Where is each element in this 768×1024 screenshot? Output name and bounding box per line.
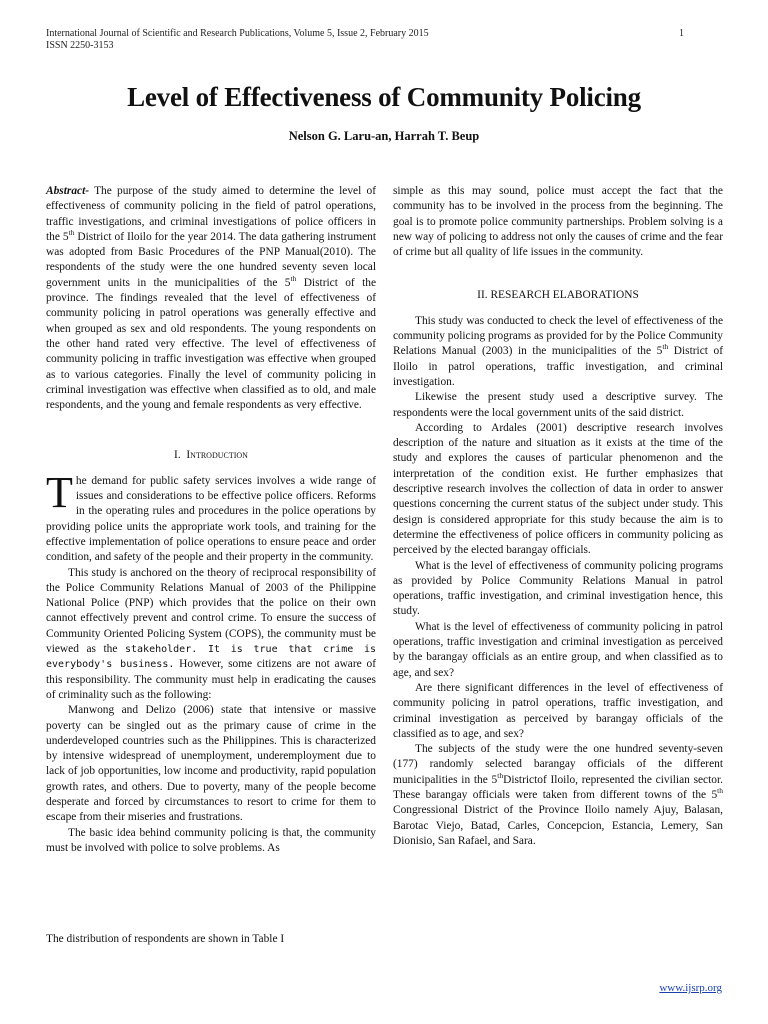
research-text-7a: The subjects of the study were the one hundred seventy-seven (177) randomly selected barangay officials of the different municipalities in the 5 [393, 743, 723, 786]
right-column [393, 184, 723, 849]
intro-paragraph-2 [46, 566, 376, 704]
research-paragraph-4: What is the level of effectiveness of community policing programs as provided by Police Community Relations Manual in patrol operations, traffic investigation, and criminal investigation hence, this study. [393, 559, 723, 618]
abstract-paragraph [46, 184, 376, 413]
superscript: th [662, 342, 669, 352]
abstract-label: Abstract- [46, 185, 90, 197]
paper-title: Level of Effectiveness of Community Policing [127, 82, 641, 112]
research-text-7c: Congressional District of the Province Iloilo namely Ajuy, Balasan, Barotac Viejo, Batad, Carles, Concepcion, Estancia, Lemery, San Dionisio, San Rafael, and Sara. [393, 804, 723, 847]
issn-line: ISSN 2250-3153 [46, 40, 114, 51]
intro-text-mono: stakeholder. It is true that crime is everybody's business. [46, 644, 377, 671]
author-list: Nelson G. Laru-an, Harrah T. Beup [288, 129, 480, 143]
research-paragraph-5: What is the level of effectiveness of community policing in patrol operations, traffic investigation and criminal investigation as perceived by the barangay officials as an entire group, and when classified as to age, and sex? [393, 620, 723, 679]
left-column [46, 184, 376, 856]
journal-header: International Journal of Scientific and Research Publications, Volume 5, Issue 2, February 2015 [46, 28, 429, 39]
table-reference-note: The distribution of respondents are shown in Table I [46, 933, 285, 945]
superscript: th [68, 228, 75, 238]
section-title: Introduction [186, 449, 248, 462]
journal-url-link[interactable]: www.ijsrp.org [659, 982, 722, 994]
abstract-text-3: District of the province. The findings revealed that the level of effectiveness of community policing in patrol operations was generally effective and when grouped as sex and old respondents. The young respondents on the other hand rated very effective. The level of effectiveness of community policing in traffic investigation was effective when grouped as to various categories. Finally the level of community policing in criminal investigation was effective when classified as to old, and male respondents, and the young and female respondents as very effective. [46, 276, 376, 412]
section-heading-research: II. RESEARCH ELABORATIONS [477, 289, 639, 302]
abstract-text-1: The purpose of the study aimed to determine the level of effectiveness of community policing in the field of patrol operations, traffic investigations, and criminal investigations of police officers in the 5 [46, 185, 376, 243]
superscript: th [497, 770, 504, 780]
research-paragraph-6: Are there significant differences in the level of effectiveness of community policing in patrol operations, traffic investigation, and criminal investigation as perceived by barangay officials of the classified as to age, and sex? [393, 681, 723, 740]
research-paragraph-7 [393, 742, 723, 849]
intro-text-2a: This study is anchored on the theory of reciprocal responsibility of the Police Community Relations Manual of 2003 of the Philippine National Police (PNP) which provides that the police on their own cannot effectively prevent and control crime. To ensure the success of Community Oriented Policing System (COPS), the community must be viewed as the [46, 566, 376, 656]
research-text-7b: Districtof Iloilo, represented the civilian sector. These barangay officials were taken from different towns of the 5 [393, 773, 723, 801]
research-text-1a: This study was conducted to check the level of effectiveness of the community policing programs as provided for by the Police Community Relations Manual (2003) in the municipalities of the 5 [393, 314, 723, 358]
drop-cap: T [46, 467, 73, 517]
intro-text-1: he demand for public safety services involves a wide range of issues and considerations to be effective police officers. Reforms in the operating rules and procedures in the police operations by providing police units the appropriate work tools, and training for the effective implementation of police operations to ensure peace and order condition, and safety of the people and their property in the community. [46, 474, 376, 564]
superscript: th [717, 786, 723, 796]
research-paragraph-3: According to Ardales (2001) descriptive research involves description of the nature and situation as it exists at the time of the study and explores the causes of particular phenomenon and the interpretation of the condition exist. He further emphasizes that descriptive research involves the collection of data in order to answer questions concerning the current status of the subject under study. This design is considered appropriate for this study because the aim is to determine the effectiveness of police officers in community policing as perceived by the elected barangay officials. [393, 421, 723, 557]
superscript: th [290, 273, 297, 283]
page-number: 1 [679, 28, 684, 39]
intro-paragraph-4: The basic idea behind community policing is that, the community must be involved with police to solve problems. As [46, 826, 376, 854]
research-paragraph-1 [393, 314, 723, 390]
intro-paragraph-1 [46, 467, 376, 566]
abstract-text-2: District of Iloilo for the year 2014. The data gathering instrument was adopted from Basic Procedures of the PNP Manual(2010). The respondents of the study were the one hundred seventy seven local government units in the municipalities of the 5 [46, 230, 376, 289]
section-heading-introduction [46, 448, 376, 463]
research-paragraph-2: Likewise the present study used a descriptive survey. The respondents were the local government units of the said district. [393, 391, 723, 419]
continued-paragraph: simple as this may sound, police must accept the fact that the community has to be involved in the process from the beginning. The goal is to promote police community partnerships. Problem solving is a new way of policing to address not only the causes of crime and the fear of crime but all quality of life issues in the community. [393, 185, 723, 259]
intro-text-2b: However, some citizens are not aware of this responsibility. The community must help in eradicating the causes of criminality such as the following: [46, 658, 376, 701]
intro-paragraph-3: Manwong and Delizo (2006) state that intensive or massive poverty can be singled out as the primary cause of crime in the underdeveloped countries such as the Philippines. This is characterized by intensive widespread of unemployment, underemployment due to lack of job opportunities, low income and productivity, rapid population growth rates, and others. Due to poverty, many of the people become desperate and forced by circumstances to resort to crime for them to escape from their miseries and frustrations. [46, 704, 376, 824]
section-numeral: I. [174, 449, 181, 462]
research-text-1b: District of Iloilo in patrol operations, traffic investigation, and criminal investigation. [393, 345, 723, 388]
